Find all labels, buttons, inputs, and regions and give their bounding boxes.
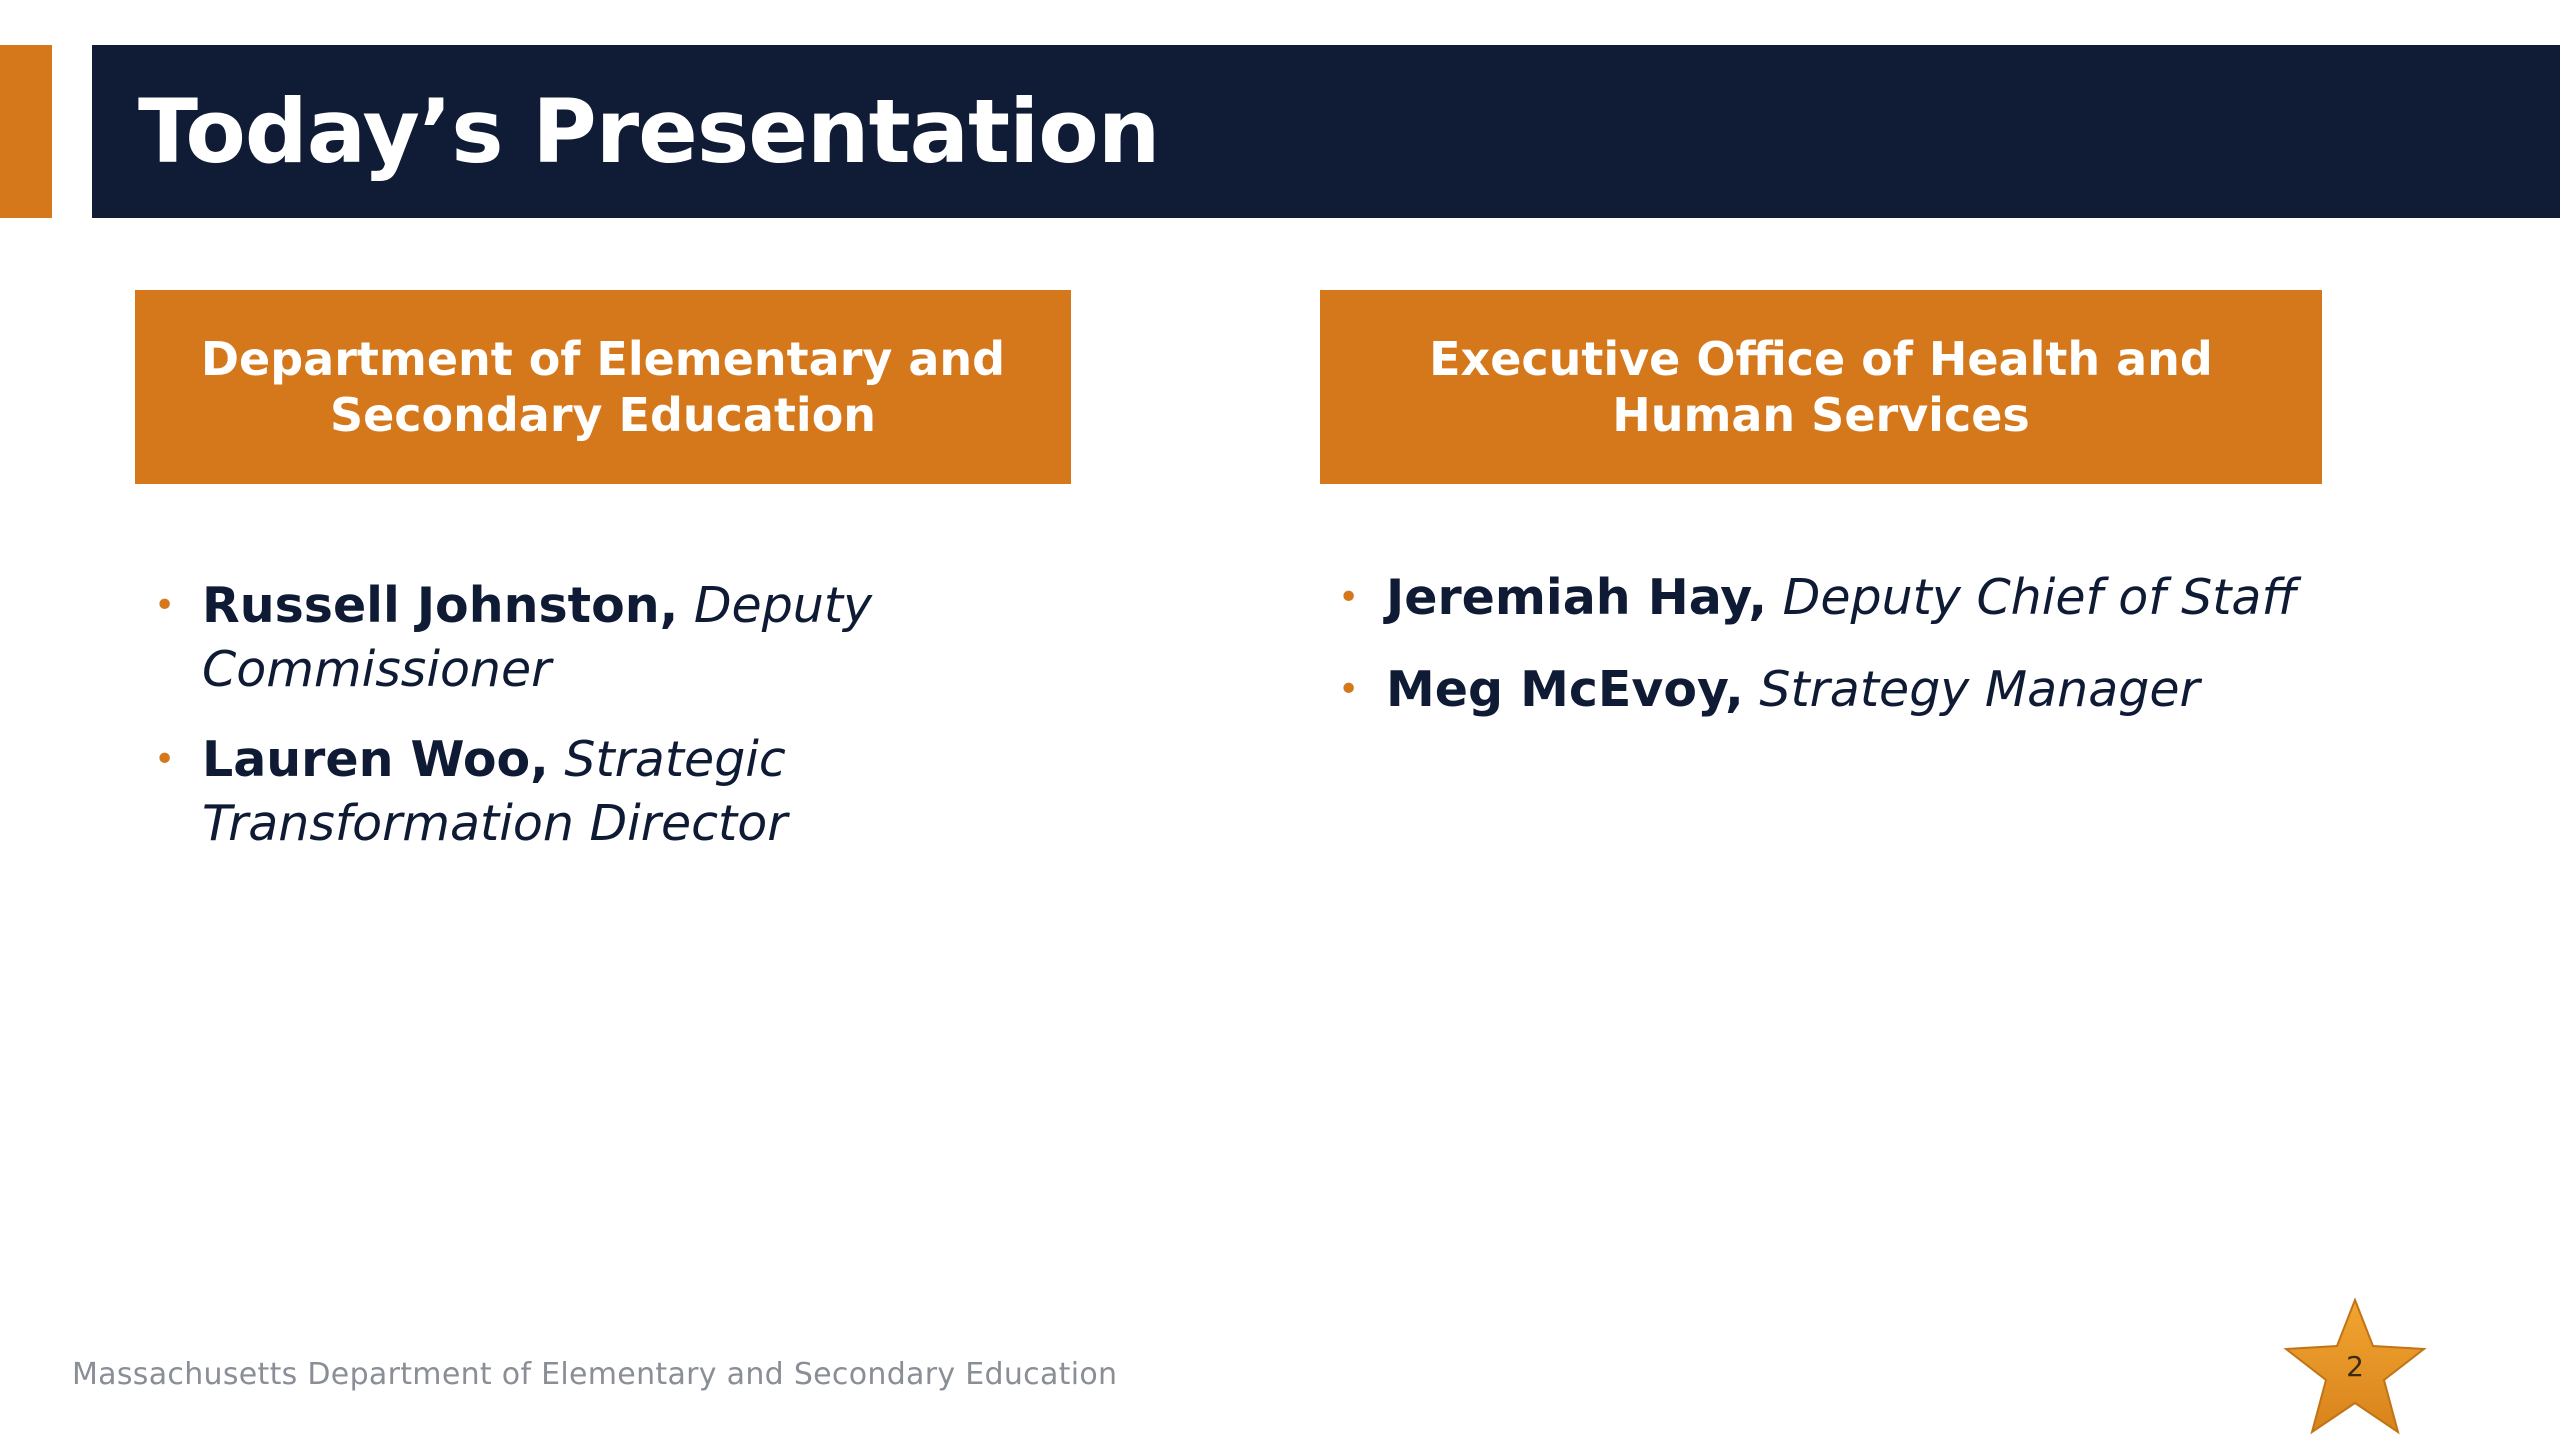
bullet-icon: • <box>154 739 176 780</box>
presenter-name: Lauren Woo, <box>202 731 549 788</box>
presenter-name: Meg McEvoy, <box>1386 661 1744 718</box>
bullet-icon: • <box>154 585 176 626</box>
presenter-name: Jeremiah Hay, <box>1386 569 1768 626</box>
title-bar <box>92 45 2560 218</box>
list-item <box>1334 566 2454 630</box>
presenter-role: Deputy Chief of Staff <box>1782 569 2297 626</box>
list-item <box>150 574 890 702</box>
footer-organization: Massachusetts Department of Elementary and Secondary Education <box>72 1357 1118 1392</box>
section-header-eohhs: Executive Office of Health and Human Services <box>1320 290 2322 484</box>
bullet-icon: • <box>1338 669 1360 710</box>
eohhs-presenters-list <box>1334 566 2454 750</box>
section-header-dese: Department of Elementary and Secondary Education <box>135 290 1071 484</box>
presenter-role: Deputy Commissioner <box>202 577 873 698</box>
bullet-icon: • <box>1338 577 1360 618</box>
presenter-role: Strategic Transformation Director <box>202 731 788 852</box>
dese-presenters-list <box>150 574 890 882</box>
page-number: 2 <box>2346 1350 2364 1383</box>
header-accent-bar <box>0 45 52 218</box>
list-item <box>1334 658 2454 722</box>
presenter-role: Strategy Manager <box>1759 661 2200 718</box>
presenter-name: Russell Johnston, <box>202 577 679 634</box>
list-item <box>150 728 890 856</box>
slide-title: Today’s Presentation <box>138 79 1160 183</box>
